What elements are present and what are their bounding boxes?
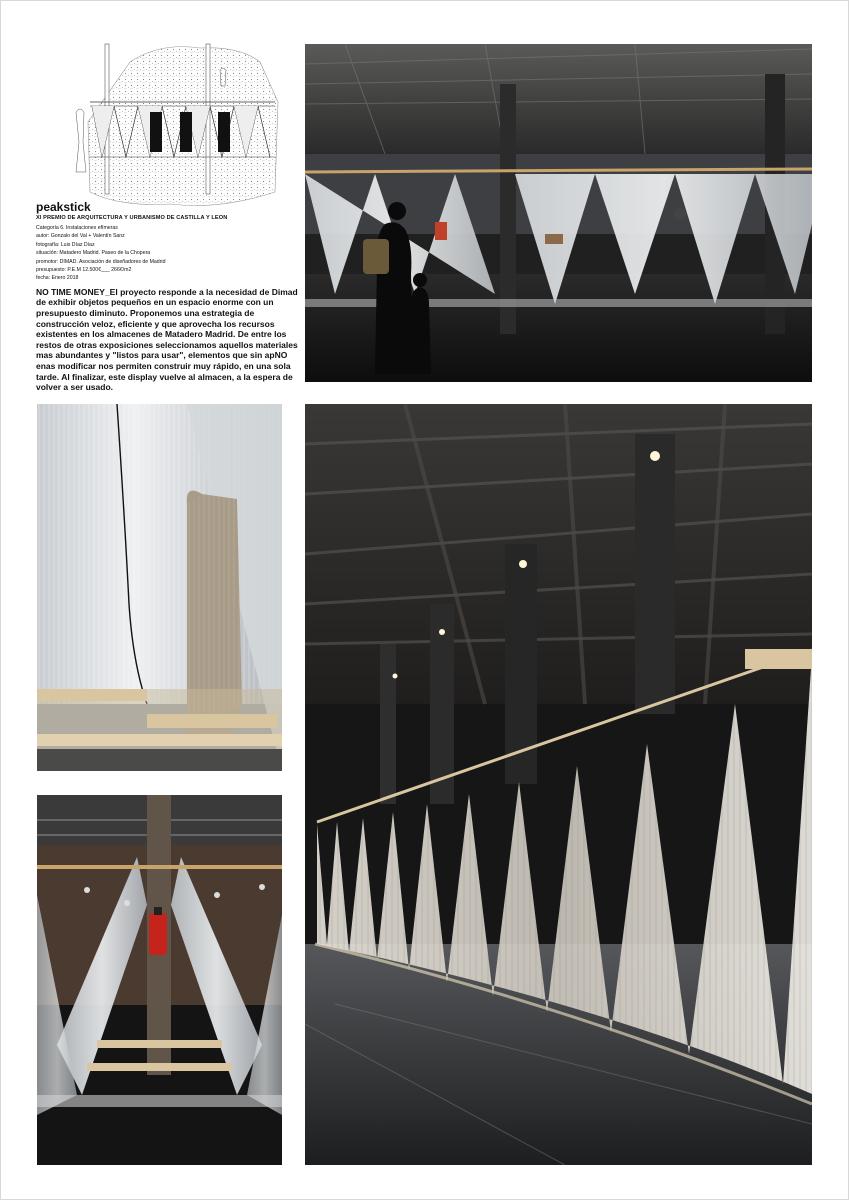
meta-budget: presupuesto: P.E.M 12.500€___ 266€/m2: [36, 267, 132, 274]
elevation-drawing: [70, 42, 282, 210]
zigzag-panels-perspective-photo: [305, 404, 812, 1165]
meta-date: fecha: Enero 2018: [36, 275, 79, 282]
meta-author: autor: Gonzalo del Val + Valentín Sanz: [36, 233, 125, 240]
panel-column-detail-photo: [37, 404, 282, 771]
project-info: [36, 200, 298, 393]
exhibition-visitors-photo: [305, 44, 812, 382]
meta-promoter: promotor: DIMAD. Asociación de diseñadores de Madrid: [36, 258, 166, 265]
project-title: peakstick: [36, 200, 91, 214]
meta-photography: fotografía: Luis Díaz Díaz: [36, 241, 95, 248]
meta-location: situación: Matadero Madrid. Paseo de la Chopera: [36, 250, 151, 257]
column-extinguisher-photo: [37, 795, 282, 1165]
award-title: XI PREMIO DE ARQUITECTURA Y URBANISMO DE CASTILLA Y LEON: [36, 215, 228, 221]
project-description: NO TIME MONEY_El proyecto responde a la necesidad de Dimad de exhibir objetos pequeños en un espacio enorme con un presupuesto diminuto. Proponemos una estrategia de construcción veloz, eficiente y que aprovecha los recursos existentes en los almacenes de Matadero Madrid. De entre los restos de otras exposiciones seleccionamos aquellos materiales mas abundantes y "listos para usar", elementos que sin apNO enas modificar nos permiten construir muy rápido, en una sola tarde. Al finalizar, este display vuelve al almacen, a la espera de volver a ser usado.: [36, 286, 298, 393]
meta-category: Categoría 6. Instalaciones efímeras: [36, 225, 118, 231]
